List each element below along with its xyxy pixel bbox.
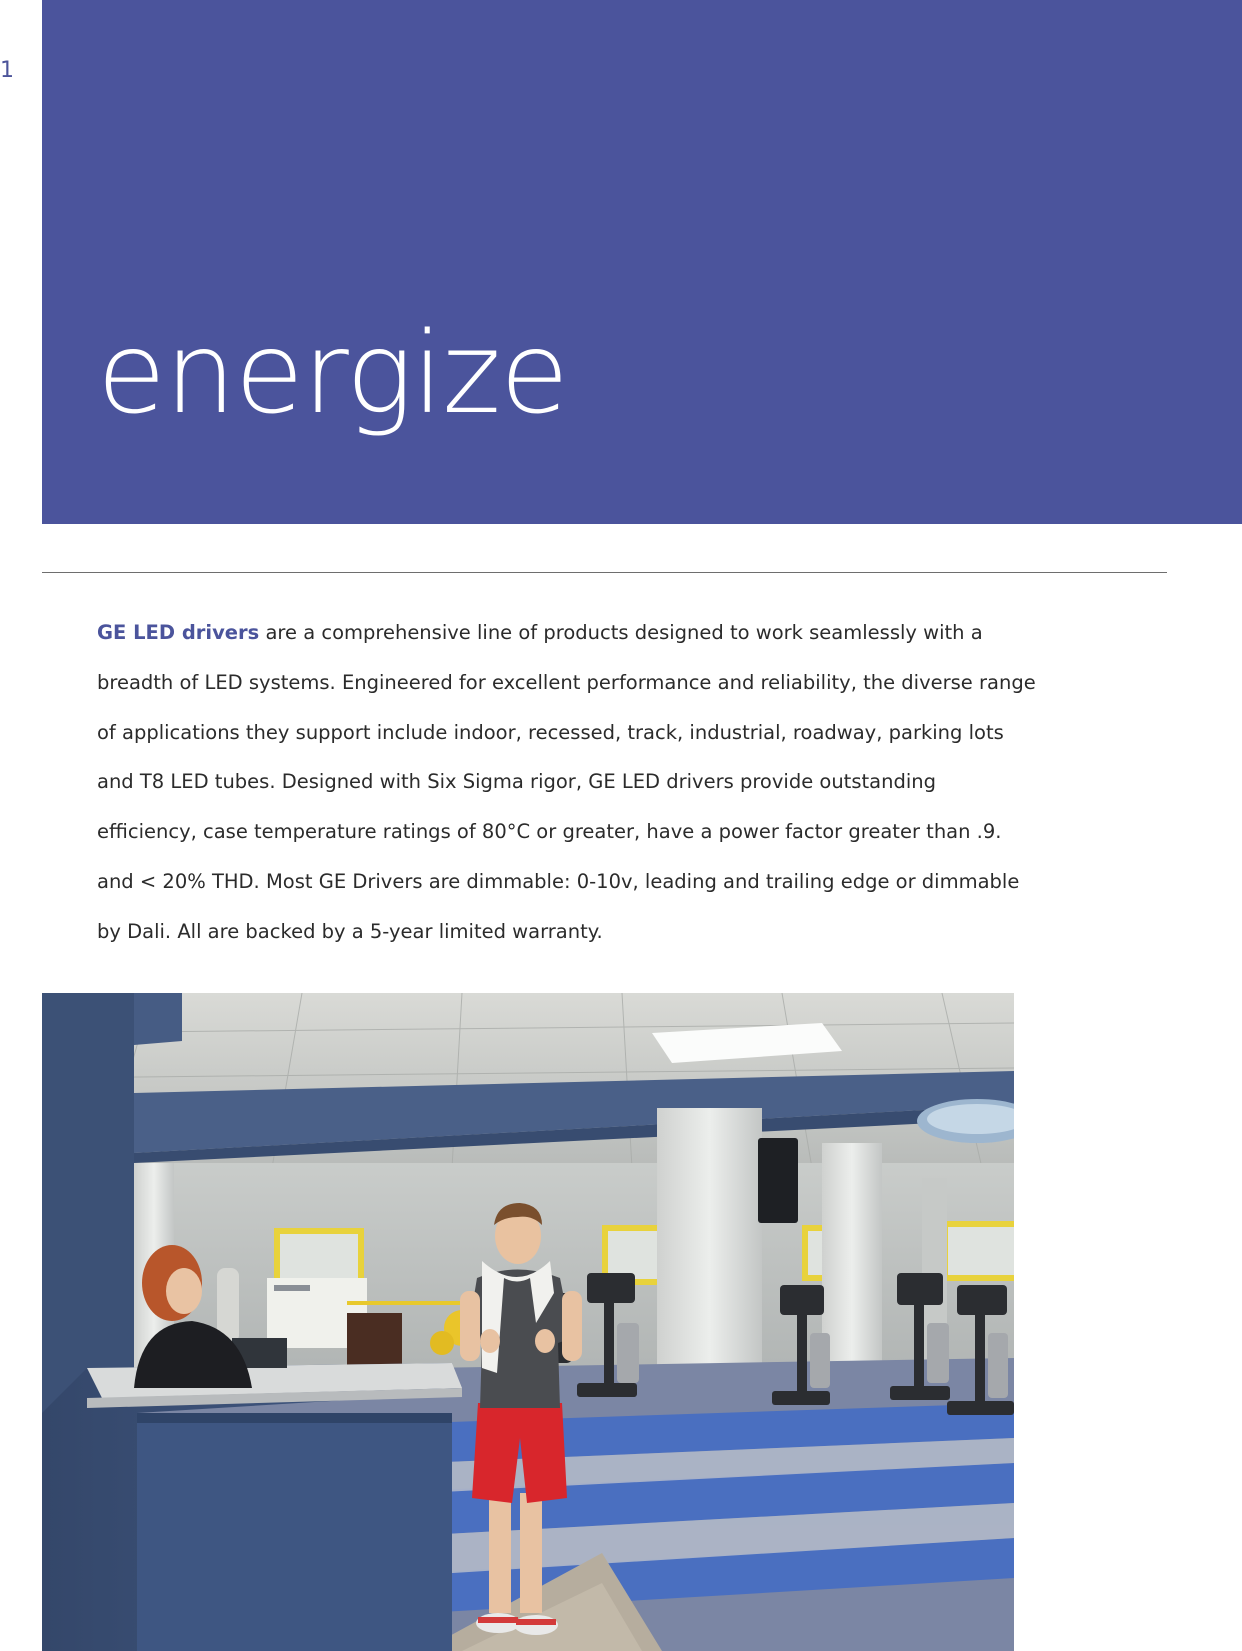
page-number: 1 [0,58,14,83]
gym-photo [42,993,1014,1651]
hero-band [42,0,1242,524]
intro-paragraph [97,608,1037,957]
section-divider [42,572,1167,573]
hero-title: energize [97,309,568,439]
intro-lead: GE LED drivers [97,621,260,644]
intro-body: are a comprehensive line of products designed to work seamlessly with a breadth of LED systems. Engineered for excellent performance and reliability, the diverse range of applications they support include indoor, recessed, track, industrial, roadway, parking lots and T8 LED tubes. Designed with Six Sigma rigor, GE LED drivers provide outstanding efficiency, case temperature ratings of 80°C or greater, have a power factor greater than .9. and < 20% THD. Most GE Drivers are dimmable: 0-10v, leading and trailing edge or dimmable by Dali. All are backed by a 5-year limited warranty. [97,621,1036,943]
